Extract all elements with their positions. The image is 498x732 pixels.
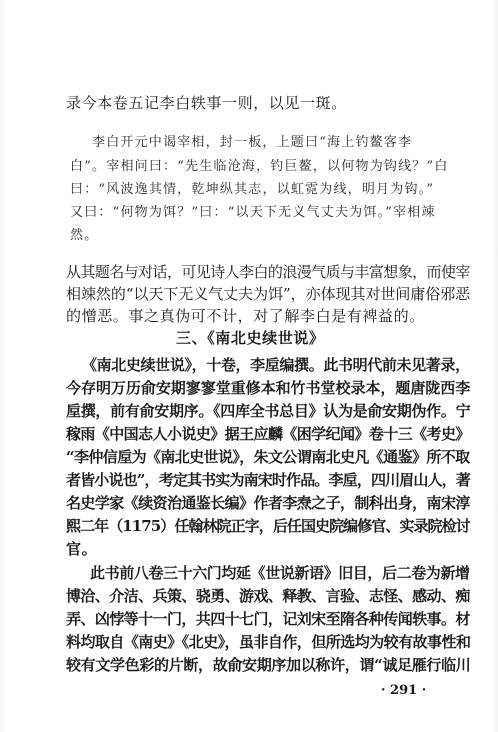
- quote-line: 曰：“风波逸其情，乾坤纵其志，以虹霓为线，明月为钩。”: [70, 182, 435, 197]
- quote-line: 又曰：“何物为饵？”曰：“以天下无义气丈夫为饵。”宰相竦: [70, 205, 436, 220]
- section-heading: 三、《南北史续世说》: [176, 329, 325, 347]
- quote-line: 然。: [70, 228, 99, 243]
- paragraph-line: 今存明万历俞安期寥寥堂重修本和竹书堂校录本，题唐陇西李: [66, 379, 471, 397]
- paragraph-line: 熙二年（1175）任翰林院正字，后任国史院编修官、实录院检讨: [66, 517, 470, 535]
- paragraph-line: 较有文学色彩的片断，故俞安期序加以称许，谓“诚足雁行临川: [66, 656, 471, 674]
- paragraph-line: 者皆小说也”，考定其书实为南宋时作品。李垕，四川眉山人，著: [66, 471, 471, 489]
- quote-line: 李白开元中谒宰相，封一板，上题曰“海上钓鳌客李: [92, 135, 413, 150]
- paragraph-line: 名史学家《续资治通鉴长编》作者李焘之子，制科出身，南宋淳: [66, 494, 470, 512]
- paragraph-line: 官。: [66, 540, 98, 558]
- commentary-line: 从其题名与对话，可见诗人李白的浪漫气质与丰富想象，而使宰: [66, 263, 470, 281]
- paragraph-line: 弄、凶悖等十一门，共四十七门，记刘宋至隋各种传闻轶事。材: [66, 610, 470, 628]
- page-number: · 291 ·: [381, 683, 427, 698]
- paragraph-line: 料均取自《南史》《北史》，虽非自作，但所选均为较有故事性和: [66, 633, 471, 651]
- intro-line: 录今本卷五记李白轶事一则，以见一斑。: [66, 94, 347, 112]
- commentary-line: 的憎恶。事之真伪可不计，对了解李白是有裨益的。: [66, 307, 425, 325]
- paragraph-line: 垕撰，前有俞安期序。《四库全书总目》认为是俞安期伪作。宁: [66, 402, 471, 420]
- paragraph-line: “李仲信垕为《南北史世说》，朱文公谓南北史凡《通鉴》所不取: [66, 448, 470, 466]
- quote-line: 白”。宰相问曰：“先生临沧海，钓巨鳌，以何物为钩线？”白: [70, 159, 449, 174]
- commentary-line: 相竦然的“以天下无义气丈夫为饵”，亦体现其对世间庸俗邪恶: [66, 285, 471, 303]
- paragraph-line: 稼雨《中国志人小说史》据王应麟《困学纪闻》卷十三《考史》: [66, 425, 470, 443]
- paragraph-line: 《南北史续世说》，十卷，李垕编撰。此书明代前未见著录，: [82, 356, 470, 374]
- paragraph-line: 博洽、介洁、兵策、骁勇、游戏、释教、言验、志怪、感动、痴: [66, 587, 470, 605]
- paragraph-line: 此书前八卷三十六门均延《世说新语》旧目，后二卷为新增: [90, 564, 470, 582]
